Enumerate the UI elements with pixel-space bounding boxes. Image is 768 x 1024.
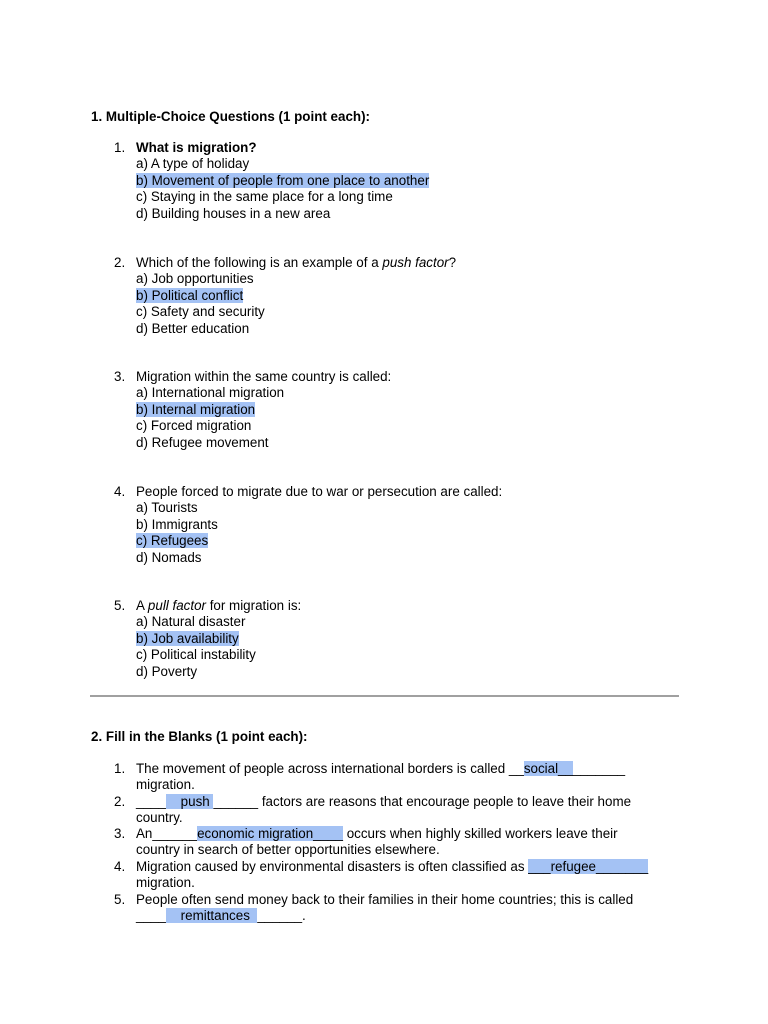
question-number: 5. xyxy=(114,598,126,613)
option-d: d) Nomads xyxy=(136,549,202,565)
question-number: 4. xyxy=(114,484,126,499)
fill-item-3: An______economic migration____ occurs when highly skilled workers leave their country in search of better opportunities elsewhere. xyxy=(136,826,618,858)
question-number: 1. xyxy=(114,140,126,155)
option-a: a) Job opportunities xyxy=(136,271,254,287)
option-c: c) Staying in the same place for a long time xyxy=(136,189,393,205)
option-b: b) Immigrants xyxy=(136,516,218,532)
item-number: 3. xyxy=(114,826,126,841)
question-text: People forced to migrate due to war or persecution are called: xyxy=(136,484,503,499)
option-c: c) Safety and security xyxy=(136,304,265,320)
option-b-answer: b) Movement of people from one place to another xyxy=(136,172,430,188)
option-a: a) Tourists xyxy=(136,500,198,516)
question-text: Migration within the same country is called: xyxy=(136,369,392,384)
blank-answer: economic migration____ xyxy=(197,826,343,841)
item-number: 1. xyxy=(114,761,126,776)
option-d: d) Refugee movement xyxy=(136,434,269,450)
option-a: a) A type of holiday xyxy=(136,156,250,172)
question-3 xyxy=(136,369,391,451)
item-number: 5. xyxy=(114,892,126,907)
blank-answer: remittances xyxy=(165,908,258,924)
question-number: 3. xyxy=(114,369,126,384)
item-number: 2. xyxy=(114,794,126,809)
section-title-fill-in-blanks: 2. Fill in the Blanks (1 point each): xyxy=(91,729,308,744)
blank-answer: social__ xyxy=(523,761,573,776)
question-2 xyxy=(136,255,456,337)
option-b-answer: b) Internal migration xyxy=(136,401,256,417)
question-text: A pull factor for migration is: xyxy=(136,598,302,613)
question-text: Which of the following is an example of a push factor? xyxy=(136,255,457,270)
question-1 xyxy=(136,140,429,222)
option-c-answer: c) Refugees xyxy=(136,533,209,549)
item-number: 4. xyxy=(114,859,126,874)
option-d: d) Better education xyxy=(136,320,250,336)
question-text: What is migration? xyxy=(136,140,257,155)
option-b-answer: b) Political conflict xyxy=(136,287,244,303)
fill-item-4: Migration caused by environmental disasters is often classified as ___refugee_______ migration. xyxy=(136,859,649,891)
option-b-answer: b) Job availability xyxy=(136,630,239,646)
option-c: c) Political instability xyxy=(136,647,256,663)
question-4 xyxy=(136,484,502,566)
option-a: a) International migration xyxy=(136,385,285,401)
question-5 xyxy=(136,598,301,680)
option-d: d) Building houses in a new area xyxy=(136,205,331,221)
option-c: c) Forced migration xyxy=(136,418,252,434)
option-a: a) Natural disaster xyxy=(136,614,246,630)
option-d: d) Poverty xyxy=(136,663,198,679)
horizontal-divider xyxy=(90,695,679,697)
blank-answer: ___refugee_______ xyxy=(528,859,649,874)
fill-item-5: People often send money back to their families in their home countries; this is called ____ remittances ______. xyxy=(136,892,634,924)
fill-item-1: The movement of people across international borders is called __social_________ migration. xyxy=(136,761,626,793)
blank-answer: push xyxy=(165,794,214,809)
question-number: 2. xyxy=(114,255,126,270)
section-title-multiple-choice: 1. Multiple-Choice Questions (1 point each): xyxy=(91,109,370,124)
fill-item-2: ____ push ______ factors are reasons that encourage people to leave their home country. xyxy=(136,794,632,826)
